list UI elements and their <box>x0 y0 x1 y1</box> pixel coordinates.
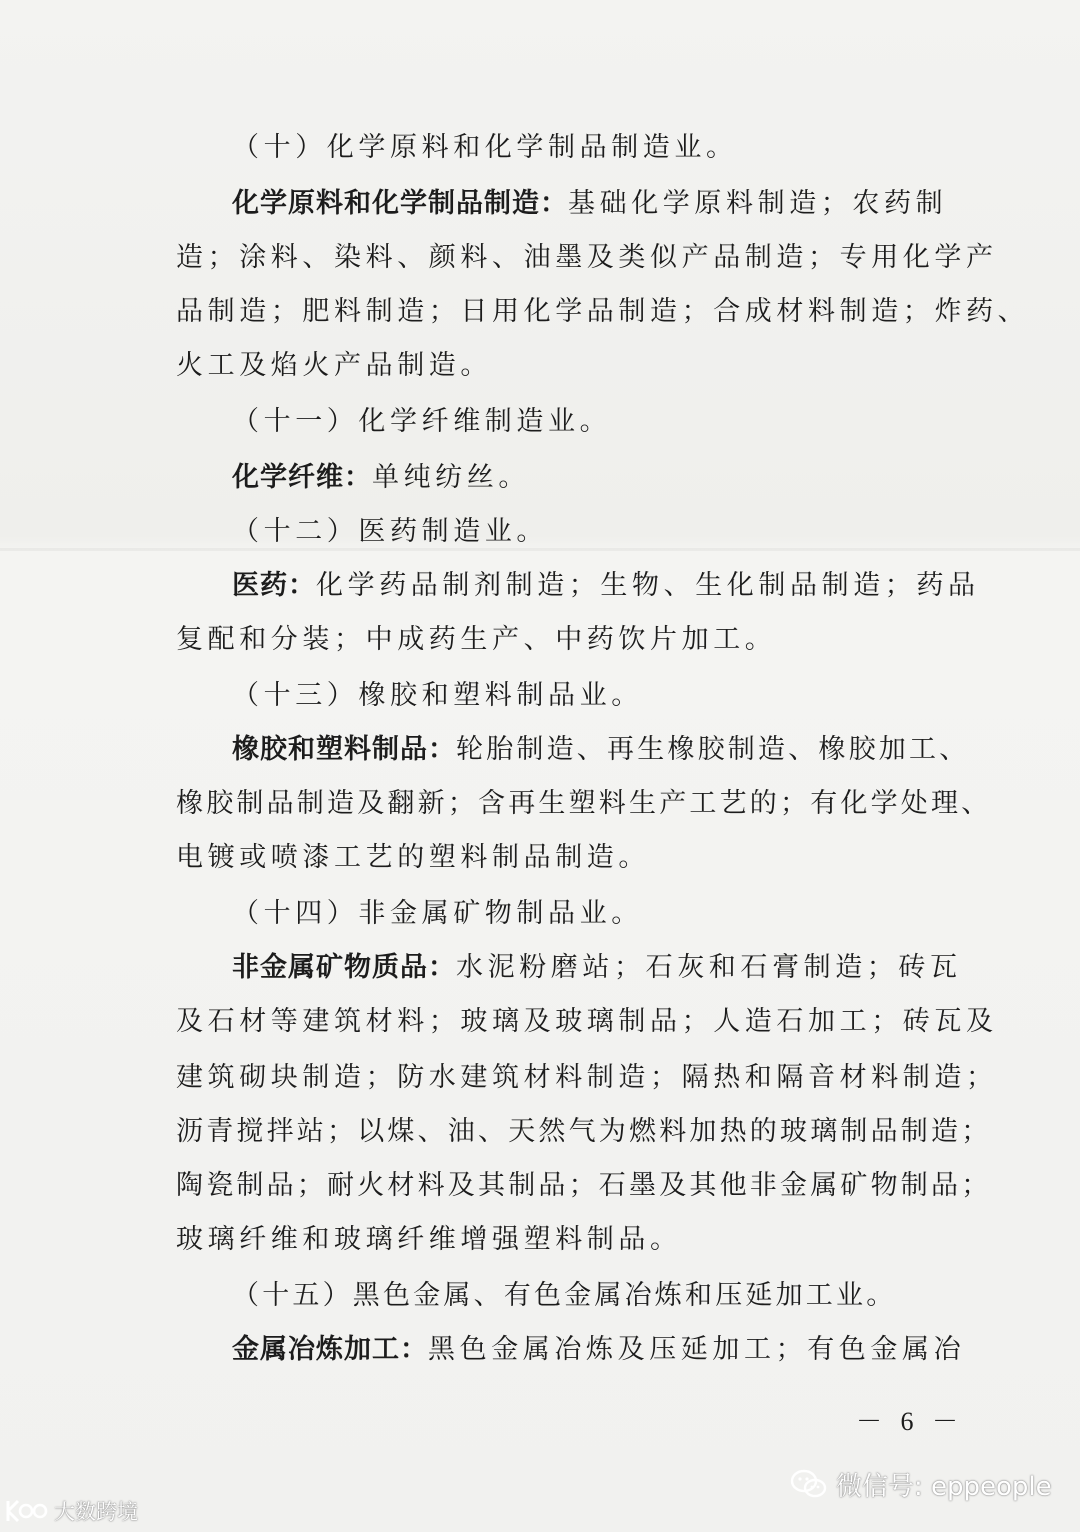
term-fiber: 化学纤维： <box>232 462 372 493</box>
section-heading-15: （十五）黑色金属、有色金属冶炼和压延加工业。 <box>232 1280 897 1311</box>
term-rubber: 橡胶和塑料制品： <box>232 734 456 765</box>
paragraph-metal-line-1: 金属冶炼加工：黑色金属冶炼及压延加工；有色金属冶 <box>232 1334 966 1365</box>
wechat-id-text: 微信号: eppeople <box>836 1471 1052 1502</box>
paragraph-mineral-line-2: 及石材等建筑材料；玻璃及玻璃制品；人造石加工；砖瓦及 <box>176 1006 998 1037</box>
section-heading-14: （十四）非金属矿物制品业。 <box>232 898 643 929</box>
source-watermark <box>4 1494 138 1528</box>
term-metal: 金属冶炼加工： <box>232 1334 428 1365</box>
paragraph-mineral-line-5: 陶瓷制品；耐火材料及其制品；石墨及其他非金属矿物制品； <box>176 1170 992 1201</box>
paragraph-chemical-line-3: 品制造；肥料制造；日用化学品制造；合成材料制造；炸药、 <box>176 296 1030 327</box>
term-chemical: 化学原料和化学制品制造： <box>232 188 568 219</box>
source-text: 大数跨境 <box>54 1500 138 1524</box>
section-heading-10: （十）化学原料和化学制品制造业。 <box>232 132 738 163</box>
paragraph-chemical-line-2: 造；涂料、染料、颜料、油墨及类似产品制造；专用化学产 <box>176 242 998 273</box>
section-heading-13: （十三）橡胶和塑料制品业。 <box>232 680 643 711</box>
brand-logo-icon <box>4 1497 48 1525</box>
paragraph-medicine-line-1: 医药：化学药品制剂制造；生物、生化制品制造；药品 <box>232 570 980 601</box>
paragraph-mineral-line-6: 玻璃纤维和玻璃纤维增强塑料制品。 <box>176 1224 682 1255</box>
term-medicine: 医药： <box>232 570 316 601</box>
paragraph-fiber: 化学纤维：单纯纺丝。 <box>232 462 530 493</box>
paragraph-mineral-line-4: 沥青搅拌站；以煤、油、天然气为燃料加热的玻璃制品制造； <box>176 1116 992 1147</box>
paragraph-chemical-line-1: 化学原料和化学制品制造：基础化学原料制造；农药制 <box>232 188 948 219</box>
paragraph-medicine-line-2: 复配和分装；中成药生产、中药饮片加工。 <box>176 624 777 655</box>
paragraph-rubber-line-3: 电镀或喷漆工艺的塑料制品制造。 <box>176 842 650 873</box>
paragraph-chemical-line-4: 火工及焰火产品制造。 <box>176 350 492 381</box>
wechat-icon <box>790 1468 828 1500</box>
paragraph-rubber-line-1: 橡胶和塑料制品：轮胎制造、再生橡胶制造、橡胶加工、 <box>232 734 970 765</box>
section-heading-12: （十二）医药制造业。 <box>232 516 548 547</box>
paragraph-rubber-line-2: 橡胶制品制造及翻新；含再生塑料生产工艺的；有化学处理、 <box>176 788 992 819</box>
wechat-watermark <box>790 1462 1052 1506</box>
page-number: － 6 － <box>856 1407 965 1436</box>
paragraph-mineral-line-1: 非金属矿物质品：水泥粉磨站；石灰和石膏制造；砖瓦 <box>232 952 962 983</box>
term-mineral: 非金属矿物质品： <box>232 952 456 983</box>
paragraph-mineral-line-3: 建筑砌块制造；防水建筑材料制造；隔热和隔音材料制造； <box>176 1062 998 1093</box>
section-heading-11: （十一）化学纤维制造业。 <box>232 406 612 437</box>
